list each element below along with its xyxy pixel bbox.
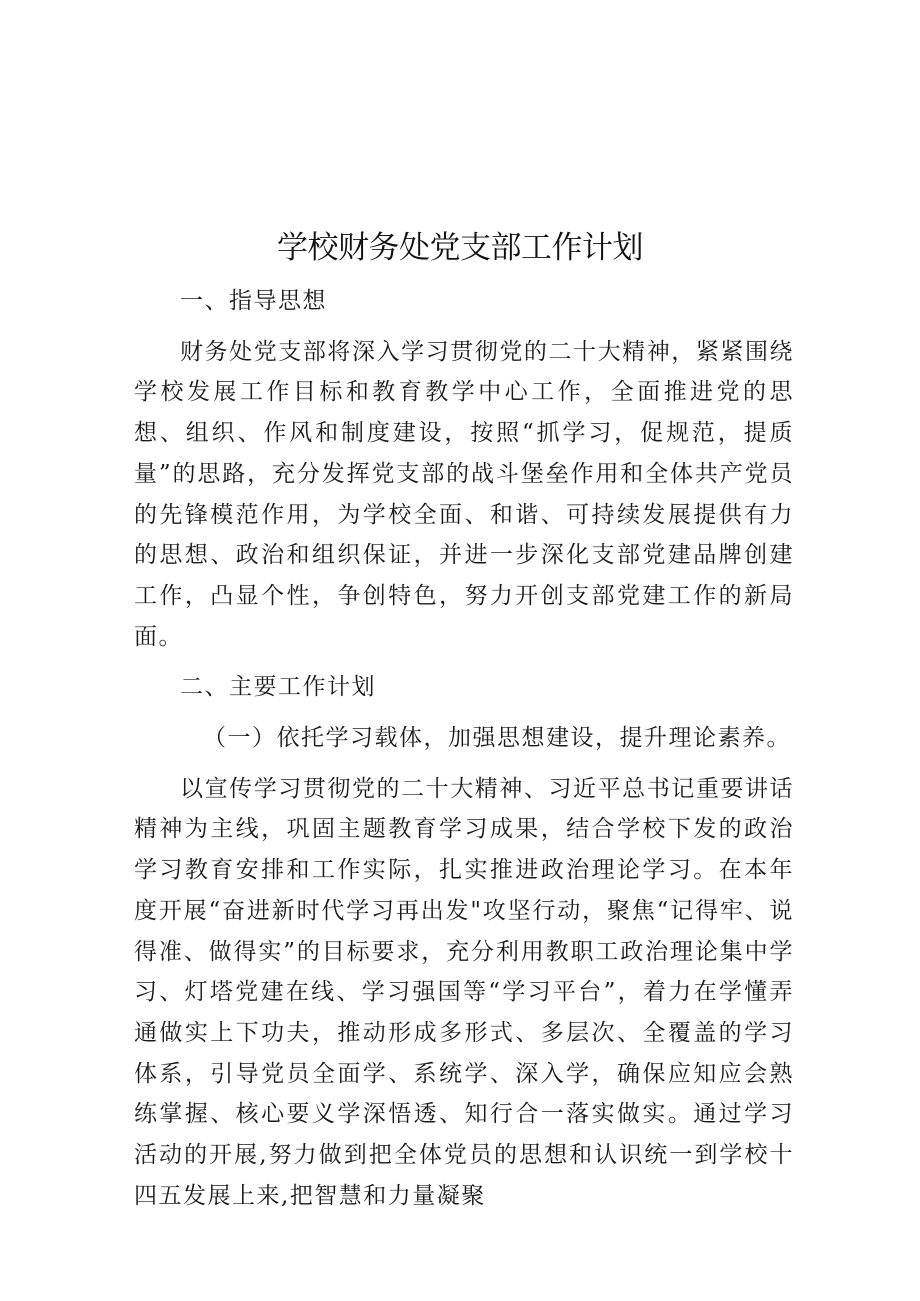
subsection-heading-study-carrier: （一）依托学习载体，加强思想建设，提升理论素养。: [203, 725, 791, 752]
document-body: [134, 281, 794, 1216]
paragraph-study-carrier: 以宣传学习贯彻党的二十大精神、习近平总书记重要讲话精神为主线，巩固主题教育学习成果，结合学校下发的政治学习教育安排和工作实际，扎实推进政治理论学习。在本年度开展“奋进新时代学习再出发"攻坚行动，聚焦“记得牢、说得准、做得实”的目标要求，充分利用教职工政治理论集中学习、灯塔党建在线、学习强国等“学习平台”，着力在学懂弄通做实上下功夫，推动形成多形式、多层次、全覆盖的学习体系，引导党员全面学、系统学、深入学，确保应知应会熟练掌握、核心要义学深悟透、知行合一落实做实。通过学习活动的开展,努力做到把全体党员的思想和认识统一到学校十四五发展上来,把智慧和力量凝聚: [134, 775, 794, 1209]
section-heading-guiding-ideology: 一、指导思想: [180, 288, 327, 314]
document-title: 学校财务处党支部工作计划: [277, 230, 643, 266]
paragraph-guiding-ideology: 财务处党支部将深入学习贯彻党的二十大精神，紧紧围绕学校发展工作目标和教育教学中心工作，全面推进党的思想、组织、作风和制度建设，按照“抓学习，促规范，提质量”的思路，充分发挥党支部的战斗堡垒作用和全体共产党员的先锋模范作用，为学校全面、和谐、可持续发展提供有力的思想、政治和组织保证，并进一步深化支部党建品牌创建工作，凸显个性，争创特色，努力开创支部党建工作的新局面。: [134, 338, 794, 650]
section-heading-main-work-plan: 二、主要工作计划: [180, 674, 376, 701]
